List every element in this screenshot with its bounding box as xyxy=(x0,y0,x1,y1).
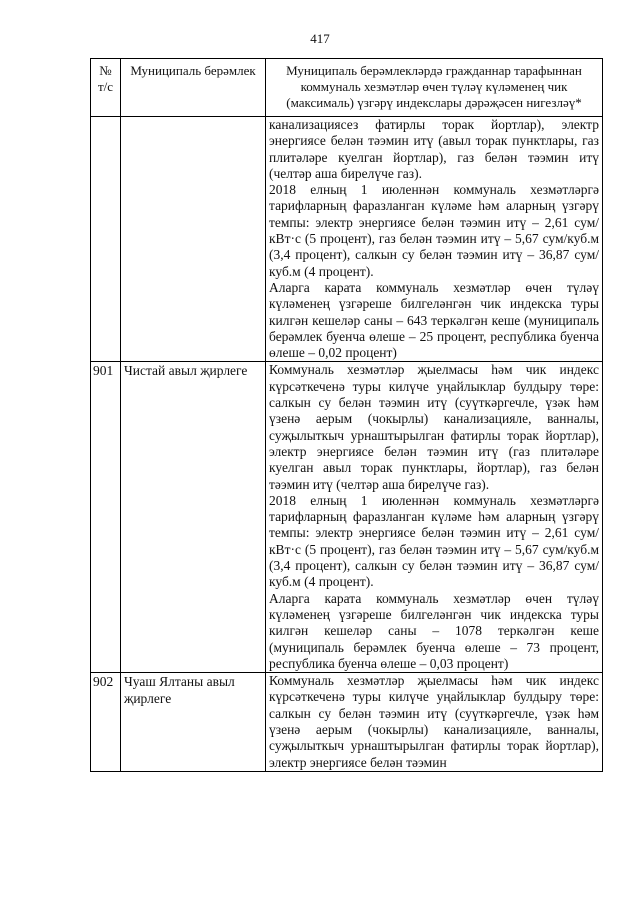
row-municipality-name: Чистай авыл җирлеге xyxy=(121,362,266,673)
description-paragraph: Аларга карата коммуналь хезмәтләр өчен түләү күләменең үзгәреше билгеләнгән чик индекска туры килгән кешеләр саны – 1078 теркәлгән кеше (муниципаль берәмлек буенча өлеше – 73 процент, республика буенча өлеше – 0,03 процент) xyxy=(269,590,599,671)
row-number: 902 xyxy=(91,673,121,772)
row-description xyxy=(266,673,603,772)
row-number: 901 xyxy=(91,362,121,673)
description-paragraph: канализациясез фатирлы торак йортлар), электр энергиясе белән тәэмин итү (авыл торак пунктлары, газ плитәләре куелган йортлар), газ белән тәэмин итү (челтәр аша бирелүче газ). xyxy=(269,117,599,181)
header-number: № т/с xyxy=(91,59,121,117)
row-description xyxy=(266,117,603,362)
description-paragraph: 2018 елның 1 июленнән коммуналь хезмәтләргә тарифларның фаразланган күләме һәм аларның үзгәрү темпы: электр энергиясе белән тәэмин итү – 2,61 сум/кВт·с (5 процент), газ белән тәэмин итү – 5,67 сум/куб.м (3,4 процент), салкын су белән тәэмин итү – 36,87 сум/куб.м (4 процент). xyxy=(269,492,599,590)
header-municipality: Муниципаль берәмлек xyxy=(121,59,266,117)
row-description xyxy=(266,362,603,673)
page-number: 417 xyxy=(310,31,330,46)
table-row xyxy=(91,673,603,772)
description-paragraph: Коммуналь хезмәтләр җыелмасы һәм чик индекс күрсәткеченә туры килүче уңайлыклар булдыру төре: салкын су белән тәэмин итү (суүткәргечле, үзәк һәм үзенә аерым (чокырлы) канализацияле, ванналы, суҗылыткыч урнаштырылган фатирлы торак йортлар), электр энергиясе белән тәэмин xyxy=(269,673,599,770)
row-number xyxy=(91,117,121,362)
header-index-justification: Муниципаль берәмлекләрдә гражданнар тарафыннан коммуналь хезмәтләр өчен түләү күләменең чик (максималь) үзгәрү индекслары дәрәҗәсен нигезләү* xyxy=(266,59,603,117)
row-municipality-name xyxy=(121,117,266,362)
row-municipality-name: Чуаш Ялтаны авыл җирлеге xyxy=(121,673,266,772)
table-header-row xyxy=(91,59,603,117)
table-row xyxy=(91,117,603,362)
description-paragraph: Коммуналь хезмәтләр җыелмасы һәм чик индекс күрсәткеченә туры килүче уңайлыклар булдыру төре: салкын су белән тәэмин итү (суүткәргечле, үзәк һәм үзенә аерым (чокырлы) канализацияле, ванналы, суҗылыткыч урнаштырылган фатирлы торак йортлар), электр энергиясе белән тәэмин итү (газ плитәләре куелган авыл торак пунктлары, йортлар), газ белән тәэмин итү (челтәр аша бирелүче газ). xyxy=(269,362,599,492)
description-paragraph: Аларга карата коммуналь хезмәтләр өчен түләү күләменең үзгәреше билгеләнгән чик индекска туры килгән кешеләр саны – 643 теркәлгән кеше (муниципаль берәмлек буенча өлеше – 25 процент, республика буенча өлеше – 0,02 процент) xyxy=(269,279,599,361)
table-row xyxy=(91,362,603,673)
tariff-index-table xyxy=(90,58,603,772)
description-paragraph: 2018 елның 1 июленнән коммуналь хезмәтләргә тарифларның фаразланган күләме һәм аларның үзгәрү темпы: электр энергиясе белән тәэмин итү – 2,61 сум/кВт·с (5 процент), газ белән тәэмин итү – 5,67 сум/куб.м (3,4 процент), салкын су белән тәэмин итү – 36,87 сум/куб.м (4 процент). xyxy=(269,182,599,279)
